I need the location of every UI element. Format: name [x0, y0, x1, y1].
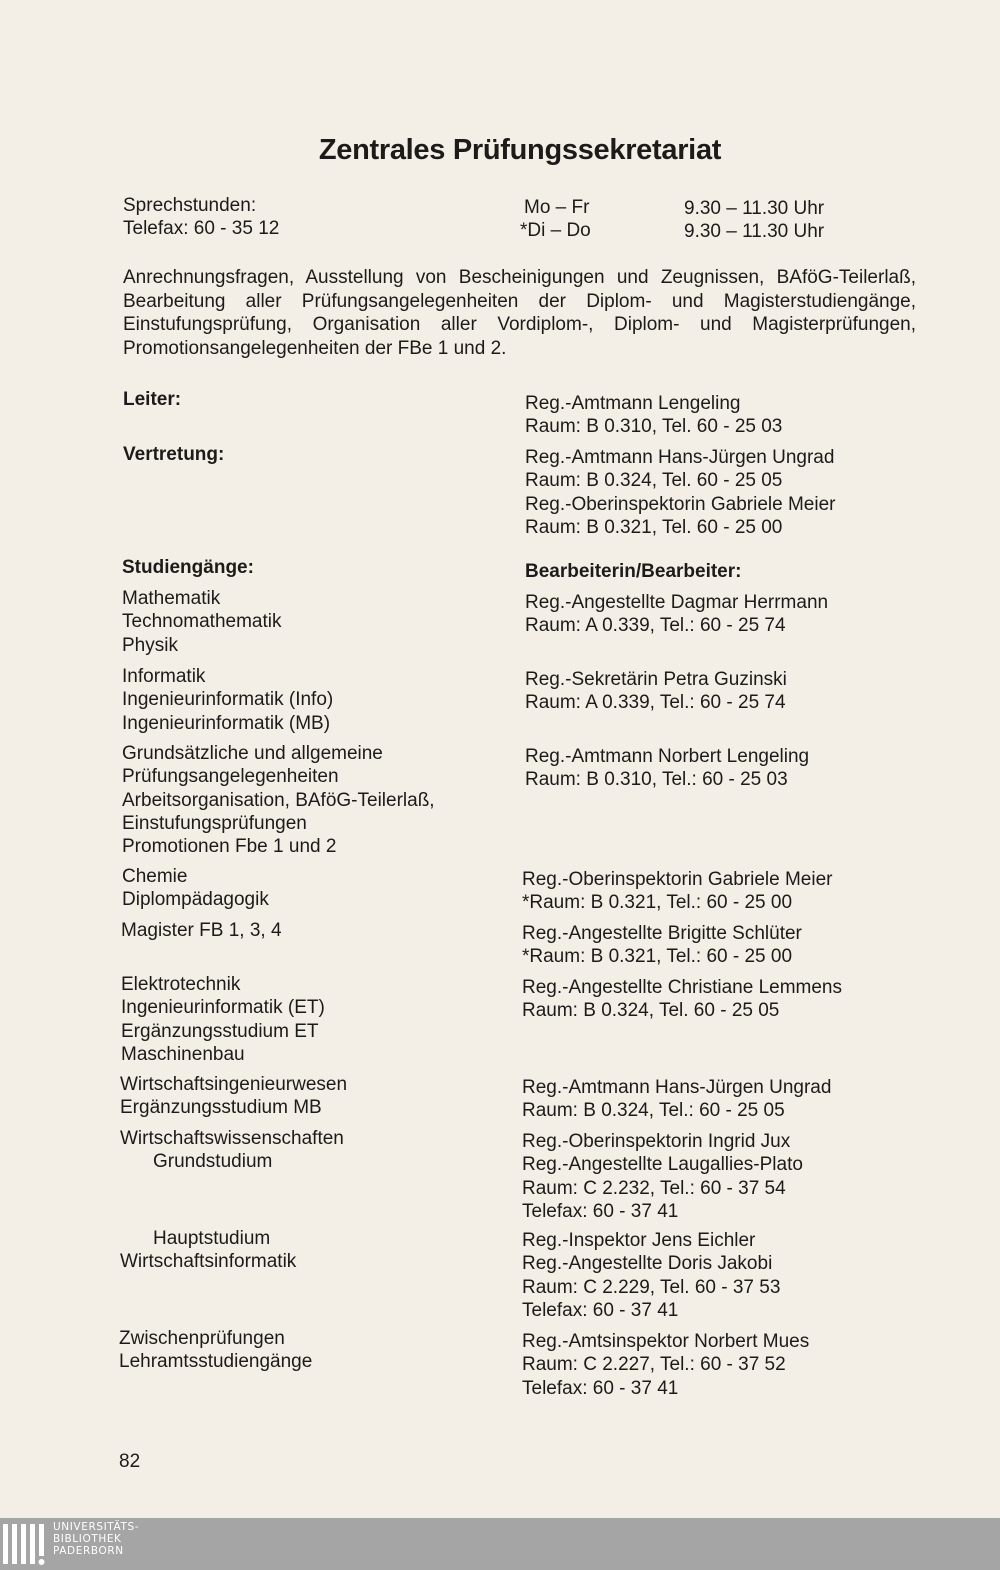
- contact-room: Raum: A 0.339, Tel.: 60 - 25 74: [525, 615, 786, 637]
- vertretung-room-1: Raum: B 0.324, Tel. 60 - 25 05: [525, 470, 783, 492]
- program-item: Promotionen Fbe 1 und 2: [122, 836, 337, 858]
- contact-name: Reg.-Angestellte Laugallies-Plato: [522, 1154, 803, 1176]
- page-number: 82: [119, 1451, 141, 1472]
- contact-block: [522, 976, 842, 1023]
- contact-name: Reg.-Amtmann Norbert Lengeling: [525, 746, 810, 767]
- studiengaenge-header: Studiengänge:: [122, 557, 254, 578]
- contact-name: Reg.-Amtmann Hans-Jürgen Ungrad: [522, 1077, 832, 1098]
- contact-name: Reg.-Angestellte Dagmar Herrmann: [525, 592, 829, 613]
- contact-room: Raum: B 0.310, Tel.: 60 - 25 03: [525, 769, 788, 791]
- contact-name: Reg.-Sekretärin Petra Guzinski: [525, 669, 787, 690]
- library-footer: [0, 1518, 1000, 1570]
- contact-name: Reg.-Inspektor Jens Eichler: [522, 1230, 756, 1251]
- leiter-name: Reg.-Amtmann Lengeling: [525, 393, 741, 414]
- library-logo-text: UNIVERSITÄTS- BIBLIOTHEK PADERBORN: [53, 1521, 140, 1557]
- vertretung-name-2: Reg.-Oberinspektorin Gabriele Meier: [525, 493, 836, 515]
- contact-room: Raum: B 0.324, Tel. 60 - 25 05: [522, 1000, 780, 1022]
- contact-name: Reg.-Oberinspektorin Ingrid Jux: [522, 1131, 791, 1152]
- program-item: Wirtschaftsinformatik: [120, 1251, 297, 1273]
- office-time-1: 9.30 – 11.30 Uhr: [684, 198, 825, 219]
- program-item: Hauptstudium: [153, 1228, 271, 1249]
- vertretung-label: Vertretung:: [123, 444, 225, 465]
- program-list: [120, 1227, 296, 1274]
- contact-fax: Telefax: 60 - 37 41: [522, 1200, 679, 1222]
- contact-name: Reg.-Oberinspektorin Gabriele Meier: [522, 869, 833, 890]
- program-item: Arbeitsorganisation, BAföG-Teilerlaß,: [122, 789, 435, 811]
- program-item: Elektrotechnik: [121, 974, 241, 995]
- contact-block: [522, 1130, 803, 1223]
- program-item: Diplompädagogik: [122, 889, 269, 911]
- program-item: Prüfungsangelegenheiten: [122, 766, 339, 788]
- contact-name: Reg.-Amtsinspektor Norbert Mues: [522, 1331, 810, 1352]
- program-item: Einstufungsprüfungen: [122, 812, 307, 834]
- fax-number: Telefax: 60 - 35 12: [123, 218, 280, 239]
- contact-name: Reg.-Angestellte Brigitte Schlüter: [522, 923, 802, 944]
- leiter-room: Raum: B 0.310, Tel. 60 - 25 03: [525, 416, 783, 438]
- page-title: Zentrales Prüfungssekretariat: [318, 134, 722, 166]
- office-days-1: Mo – Fr: [524, 197, 590, 218]
- contact-block: [522, 922, 802, 969]
- office-hours-label: Sprechstunden:: [123, 195, 257, 216]
- program-item: Magister FB 1, 3, 4: [121, 920, 282, 941]
- program-item: Wirtschaftsingenieurwesen: [120, 1074, 348, 1095]
- program-item: Ingenieurinformatik (ET): [121, 997, 325, 1019]
- contact-block: [525, 668, 787, 715]
- program-item: Ergänzungsstudium MB: [120, 1097, 322, 1119]
- contact-block: [525, 745, 809, 792]
- contact-block: [522, 1076, 831, 1123]
- program-list: [120, 1127, 344, 1174]
- program-list: [122, 742, 435, 858]
- responsibilities-paragraph: Anrechnungsfragen, Ausstellung von Bescheinigungen und Zeugnissen, BAföG-Teilerlaß, Bearbeitung aller Prüfungsangelegenheiten der Diplom- und Magisterstudiengänge, Einstufungsprüfung, Organisation aller Vordiplom-, Diplom- und Magisterprüfungen, Promotionsangelegenheiten der FBe 1 und 2.: [123, 267, 916, 359]
- vertretung-contact: [525, 446, 835, 539]
- contact-block: [522, 1229, 780, 1322]
- program-item: Grundsätzliche und allgemeine: [122, 743, 383, 764]
- contact-block: [522, 868, 832, 915]
- contact-name: Reg.-Angestellte Christiane Lemmens: [522, 977, 842, 998]
- program-item: Grundstudium: [153, 1151, 273, 1173]
- contact-room: *Raum: B 0.321, Tel.: 60 - 25 00: [522, 946, 793, 968]
- office-days-2: *Di – Do: [520, 220, 591, 241]
- program-item: Ingenieurinformatik (Info): [122, 689, 334, 711]
- contact-fax: Telefax: 60 - 37 41: [522, 1299, 679, 1321]
- program-item: Physik: [122, 634, 178, 656]
- contact-room: Raum: A 0.339, Tel.: 60 - 25 74: [525, 692, 786, 714]
- contact-block: [522, 1330, 809, 1400]
- bearbeiter-header: Bearbeiterin/Bearbeiter:: [525, 561, 742, 582]
- contact-fax: Telefax: 60 - 37 41: [522, 1377, 679, 1399]
- library-logo-icon: [2, 1522, 48, 1566]
- program-list: [122, 665, 333, 735]
- program-list: [120, 1073, 347, 1120]
- program-item: Wirtschaftswissenschaften: [120, 1128, 344, 1149]
- leiter-contact: [525, 392, 782, 439]
- program-item: Ergänzungsstudium ET: [121, 1020, 319, 1042]
- program-item: Chemie: [122, 866, 188, 887]
- program-list: [122, 865, 269, 912]
- leiter-label: Leiter:: [123, 389, 182, 410]
- vertretung-room-2: Raum: B 0.321, Tel. 60 - 25 00: [525, 516, 783, 538]
- contact-room: Raum: B 0.324, Tel.: 60 - 25 05: [522, 1100, 785, 1122]
- contact-block: [525, 591, 828, 638]
- program-item: Lehramtsstudiengänge: [119, 1351, 313, 1373]
- program-item: Maschinenbau: [121, 1043, 245, 1065]
- contact-room: Raum: C 2.227, Tel.: 60 - 37 52: [522, 1354, 786, 1376]
- contact-room: Raum: C 2.232, Tel.: 60 - 37 54: [522, 1177, 786, 1199]
- program-item: Ingenieurinformatik (MB): [122, 712, 331, 734]
- contact-name: Reg.-Angestellte Doris Jakobi: [522, 1253, 773, 1275]
- contact-room: Raum: C 2.229, Tel. 60 - 37 53: [522, 1276, 781, 1298]
- program-list: [119, 1327, 312, 1374]
- program-item: Mathematik: [122, 588, 221, 609]
- program-list: [121, 973, 325, 1066]
- vertretung-name-1: Reg.-Amtmann Hans-Jürgen Ungrad: [525, 447, 835, 468]
- program-list: [122, 587, 281, 657]
- program-item: Zwischenprüfungen: [119, 1328, 285, 1349]
- program-list: [121, 919, 282, 942]
- program-item: Technomathematik: [122, 611, 282, 633]
- program-item: Informatik: [122, 666, 206, 687]
- contact-room: *Raum: B 0.321, Tel.: 60 - 25 00: [522, 892, 793, 914]
- office-time-2: 9.30 – 11.30 Uhr: [684, 221, 825, 242]
